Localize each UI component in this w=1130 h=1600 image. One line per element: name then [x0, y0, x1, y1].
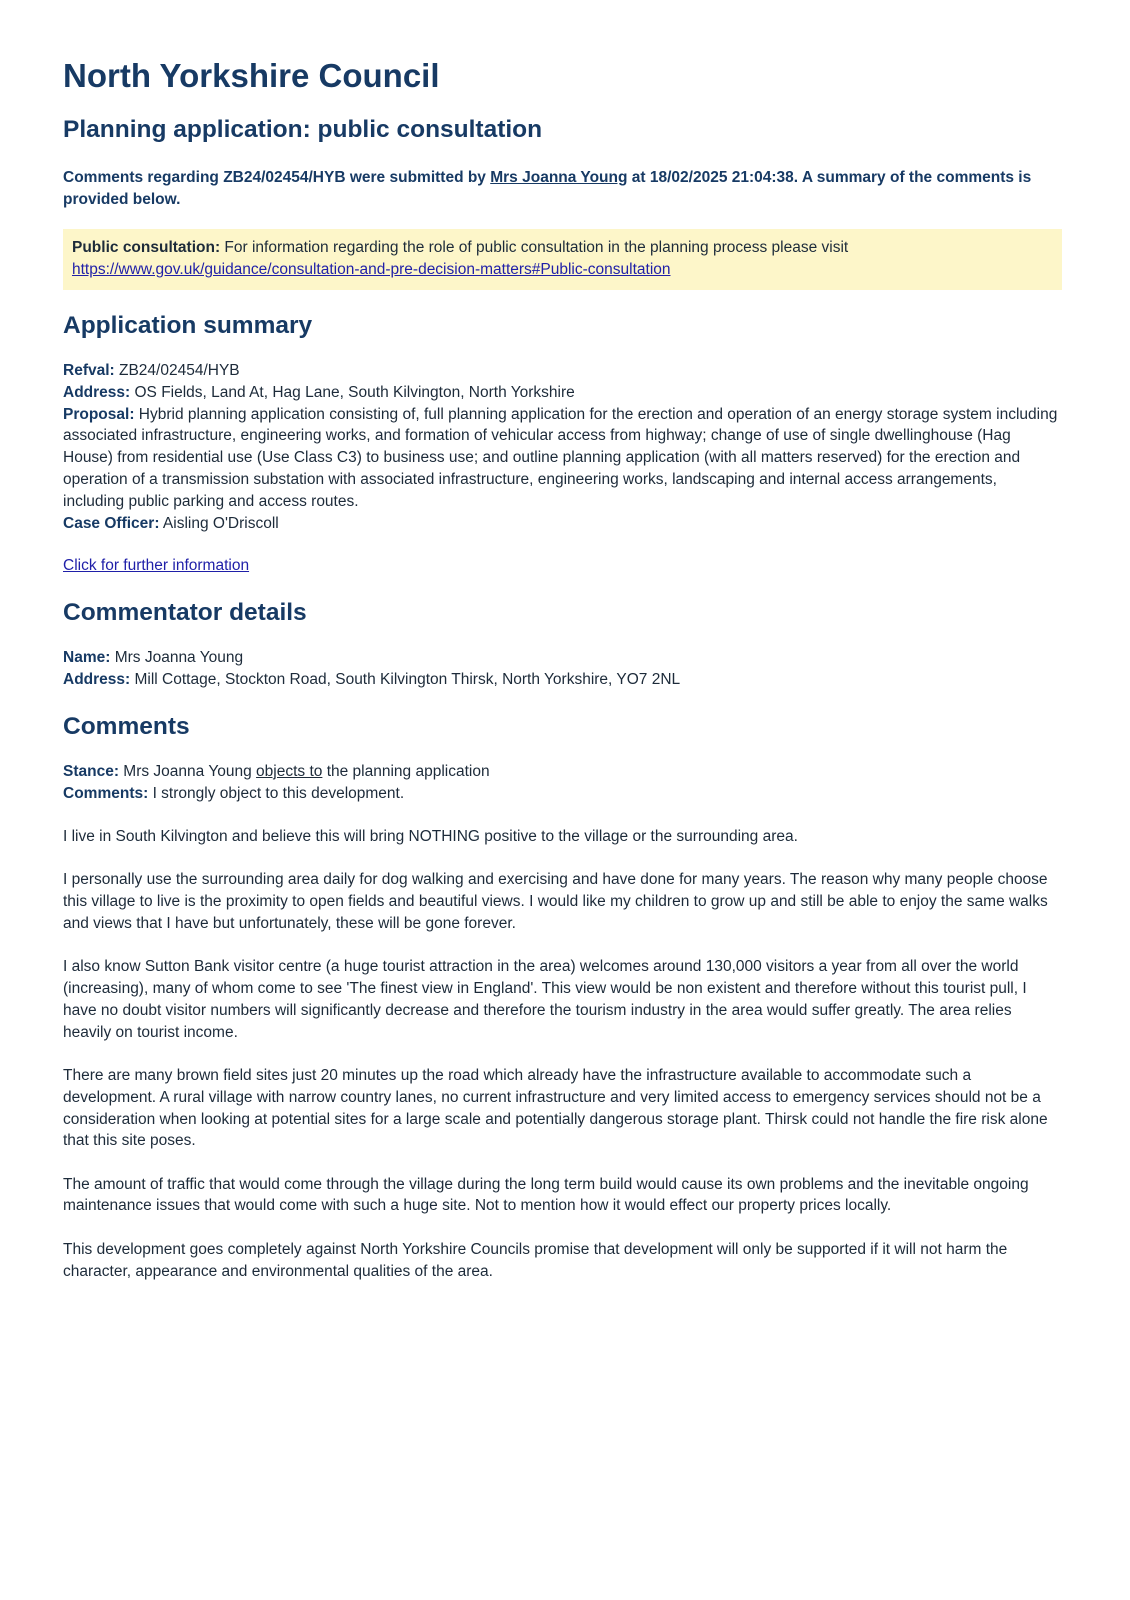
intro-text-part2: at 18/02/2025 21:04:38. A summary of the comments is provided below. [63, 169, 1032, 208]
commentator-address-row [63, 669, 1062, 691]
case-officer-value: Aisling O'Driscoll [159, 514, 279, 532]
proposal-row [63, 404, 1062, 513]
comments-row [63, 783, 1062, 805]
commentator-name-value: Mrs Joanna Young [110, 649, 244, 667]
council-title: North Yorkshire Council [63, 57, 440, 94]
commentator-address-label: Address: [63, 671, 131, 689]
comment-paragraph: I also know Sutton Bank visitor centre (a huge tourist attraction in the area) welcomes around 130,000 visitors a year from all over the world (increasing), many of whom come to see 'The finest view in England'. This view would be non existent and therefore without this tourist pull, I have no doubt visitor numbers will significantly decrease and therefore the tourism industry in the area would suffer greatly. The area relies heavily on tourist income. [63, 958, 1027, 1041]
case-officer-row [63, 513, 1062, 535]
further-information-link[interactable]: Click for further information [63, 557, 250, 575]
submission-intro [63, 167, 1062, 211]
comments-first-line: I strongly object to this development. [148, 784, 405, 802]
stance-pre: Mrs Joanna Young [119, 762, 257, 780]
application-summary-fields [63, 360, 1062, 534]
application-summary-heading: Application summary [63, 312, 313, 339]
commentator-address-value: Mill Cottage, Stockton Road, South Kilvington Thirsk, North Yorkshire, YO7 2NL [130, 671, 681, 689]
comment-paragraph: There are many brown field sites just 20 minutes up the road which already have the infrastructure available to accommodate such a development. A rural village with narrow country lanes, no current infrastructure and very limited access to emergency services should not be a consideration when looking at potential sites for a large scale and potentially dangerous storage plant. Thirsk could not handle the fire risk alone that this site poses. [63, 1066, 1048, 1150]
stance-link[interactable]: objects to [256, 762, 323, 780]
address-label: Address: [63, 383, 131, 401]
page-subtitle: Planning application: public consultation [63, 116, 543, 143]
refval-label: Refval: [63, 362, 115, 379]
public-consultation-notice [63, 229, 1062, 290]
commentator-details-heading: Commentator details [63, 599, 307, 627]
submitter-link[interactable]: Mrs Joanna Young [490, 169, 628, 186]
comment-paragraph: The amount of traffic that would come through the village during the long term build would cause its own problems and the inevitable ongoing maintenance issues that would come with such a huge site. Not to mention how it would effect our property prices locally. [63, 1175, 1029, 1215]
guidance-link[interactable]: https://www.gov.uk/guidance/consultation-and-pre-decision-matters#Public-consultation [72, 261, 671, 278]
comment-paragraph: I personally use the surrounding area daily for dog walking and exercising and have done for many years. The reason why many people choose this village to live is the proximity to open fields and beautiful views. I would like my children to grow up and still be able to enjoy the same walks and views that I have but unfortunately, these will be gone forever. [63, 871, 1048, 932]
comments-heading: Comments [63, 712, 190, 740]
comment-paragraph: I live in South Kilvington and believe this will bring NOTHING positive to the village or the surrounding area. [63, 828, 798, 846]
notice-text: For information regarding the role of public consultation in the planning process please visit [220, 239, 849, 256]
address-value: OS Fields, Land At, Hag Lane, South Kilvington, North Yorkshire [130, 383, 575, 401]
stance-post: the planning application [322, 762, 490, 780]
proposal-value: Hybrid planning application consisting of, full planning application for the erection and operation of an energy storage system including associated infrastructure, engineering works, and formation of vehicular access from highway; change of use of single dwellinghouse (Hag House) from residential use (Use Class C3) to business use; and outline planning application (with all matters reserved) for the erection and operation of a transmission substation with associated infrastructure, engineering works, landscaping and internal access arrangements, including public parking and access routes. [63, 405, 1058, 510]
intro-text-part1: Comments regarding ZB24/02454/HYB were submitted by [63, 169, 491, 186]
proposal-label: Proposal: [63, 405, 135, 423]
commentator-fields [63, 647, 1062, 691]
case-officer-label: Case Officer: [63, 514, 160, 532]
stance-row [63, 761, 1062, 783]
address-row [63, 382, 1062, 404]
comments-fields [63, 761, 1062, 805]
refval-value: ZB24/02454/HYB [114, 362, 240, 379]
commentator-name-row [63, 647, 1062, 669]
refval-row [63, 360, 1062, 382]
stance-label: Stance: [63, 762, 119, 780]
comment-paragraph: This development goes completely against North Yorkshire Councils promise that development will only be supported if it will not harm the character, appearance and environmental qualities of the area. [63, 1240, 1008, 1280]
notice-label: Public consultation: [72, 239, 221, 256]
commentator-name-label: Name: [63, 649, 111, 667]
comments-label: Comments: [63, 784, 149, 802]
